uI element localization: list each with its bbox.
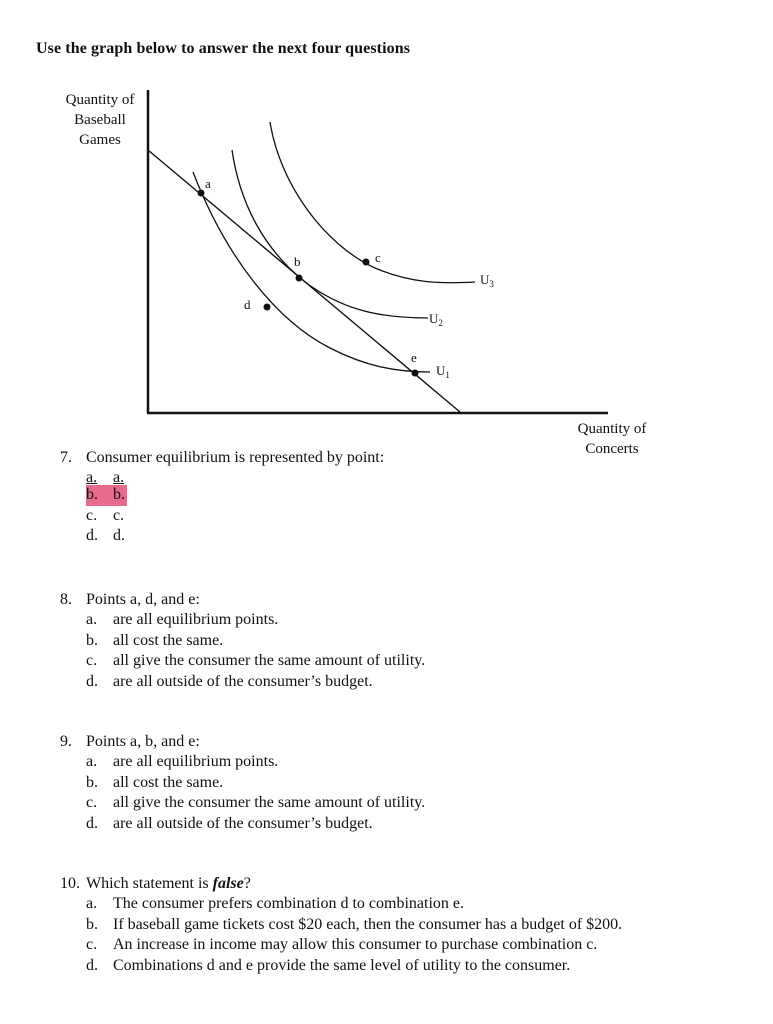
option-text: all cost the same. — [113, 631, 224, 649]
option-letter: a. — [86, 895, 98, 912]
option-letter: c. — [86, 936, 98, 953]
option-c[interactable] — [60, 793, 425, 814]
curve-label-u3-main: U — [480, 272, 490, 287]
curve-label-u1 — [436, 363, 450, 380]
option-letter: a. — [86, 611, 98, 628]
curve-label-u2-main: U — [429, 311, 439, 326]
option-a[interactable] — [60, 752, 425, 773]
indifference-curve-u3 — [270, 122, 475, 283]
option-d[interactable] — [60, 526, 384, 547]
curve-label-u3-sub: 3 — [489, 279, 494, 289]
option-d[interactable] — [60, 814, 425, 835]
option-letter: a. — [86, 753, 98, 770]
indifference-curve-u2 — [232, 150, 428, 318]
curve-label-u3 — [480, 272, 494, 289]
option-c[interactable] — [60, 935, 622, 956]
question-9-stem — [60, 732, 425, 752]
option-letter: c. — [86, 506, 98, 524]
option-c[interactable] — [60, 651, 425, 672]
option-letter: a. — [86, 469, 98, 485]
point-a-marker — [198, 190, 205, 197]
option-letter: b. — [86, 631, 98, 649]
question-text: Consumer equilibrium is represented by point: — [86, 449, 385, 466]
question-text: Points a, d, and e: — [86, 591, 200, 608]
point-d-marker — [264, 304, 271, 311]
curve-label-u1-main: U — [436, 363, 446, 378]
point-a-label: a — [205, 176, 211, 191]
option-letter: d. — [86, 672, 98, 690]
question-10 — [60, 874, 622, 976]
option-d[interactable] — [60, 672, 425, 693]
option-letter: b. — [86, 773, 98, 791]
option-text: a. — [113, 469, 125, 485]
option-text: d. — [113, 527, 125, 544]
option-text: are all equilibrium points. — [113, 753, 279, 770]
option-text: An increase in income may allow this consumer to purchase combination c. — [113, 936, 598, 953]
option-letter: d. — [86, 527, 98, 544]
x-axis-label — [560, 419, 664, 459]
indifference-curve-u1 — [193, 172, 430, 372]
question-9 — [60, 732, 425, 834]
question-8 — [60, 590, 425, 692]
indifference-curve-graph — [0, 0, 773, 470]
page-heading: Use the graph below to answer the next four questions — [36, 40, 411, 57]
option-text: b. — [113, 486, 125, 503]
point-e-marker — [412, 370, 419, 377]
option-text: all give the consumer the same amount of utility. — [113, 794, 426, 811]
option-text: c. — [113, 506, 125, 524]
option-a[interactable] — [60, 894, 622, 915]
point-b-label: b — [294, 254, 301, 269]
question-number: 9. — [60, 733, 72, 750]
x-axis-label-line-2: Concerts — [585, 441, 639, 457]
option-text: are all equilibrium points. — [113, 611, 279, 628]
option-letter: c. — [86, 652, 98, 669]
question-text: Points a, b, and e: — [86, 733, 200, 750]
point-c-label: c — [375, 250, 381, 265]
point-c-marker — [363, 259, 370, 266]
question-7-stem — [60, 448, 384, 468]
option-text: are all outside of the consumer’s budget. — [113, 814, 373, 832]
question-text-suffix: ? — [243, 875, 251, 892]
option-a[interactable] — [60, 610, 425, 631]
option-b[interactable] — [60, 773, 425, 794]
point-b-marker — [296, 275, 303, 282]
selection-highlight — [86, 485, 127, 506]
question-8-stem — [60, 590, 425, 610]
question-10-stem — [60, 874, 622, 894]
point-e-label: e — [411, 350, 417, 365]
option-letter: b. — [86, 486, 98, 503]
option-letter: b. — [86, 915, 98, 933]
option-letter: c. — [86, 794, 98, 811]
point-d-label: d — [244, 297, 251, 312]
option-text: all give the consumer the same amount of utility. — [113, 652, 426, 669]
curve-label-u1-sub: 1 — [445, 370, 450, 380]
option-a[interactable] — [60, 468, 384, 485]
question-number: 7. — [60, 449, 72, 466]
option-d[interactable] — [60, 956, 622, 977]
option-letter: d. — [86, 956, 98, 974]
option-b-selected[interactable] — [60, 485, 384, 506]
question-text-prefix: Which statement is — [86, 875, 213, 892]
option-b[interactable] — [60, 631, 425, 652]
y-axis-label-line-2: Baseball — [74, 112, 126, 128]
curve-label-u2 — [429, 311, 443, 328]
question-text-emphasis: false — [212, 875, 244, 892]
option-text: If baseball game tickets cost $20 each, then the consumer has a budget of $200. — [113, 915, 623, 933]
option-c[interactable] — [60, 506, 384, 527]
option-b[interactable] — [60, 915, 622, 936]
curve-label-u2-sub: 2 — [438, 318, 443, 328]
question-7 — [60, 448, 384, 547]
question-text — [86, 874, 251, 894]
y-axis-label-line-1: Quantity of — [65, 92, 135, 108]
option-letter: d. — [86, 814, 98, 832]
x-axis-label-line-1: Quantity of — [577, 421, 647, 437]
option-text: are all outside of the consumer’s budget. — [113, 672, 373, 690]
question-number: 10. — [60, 875, 80, 892]
option-text: The consumer prefers combination d to combination e. — [113, 895, 465, 912]
option-text: all cost the same. — [113, 773, 224, 791]
option-text: Combinations d and e provide the same level of utility to the consumer. — [113, 956, 571, 974]
question-number: 8. — [60, 591, 72, 608]
y-axis-label-line-3: Games — [79, 132, 121, 148]
